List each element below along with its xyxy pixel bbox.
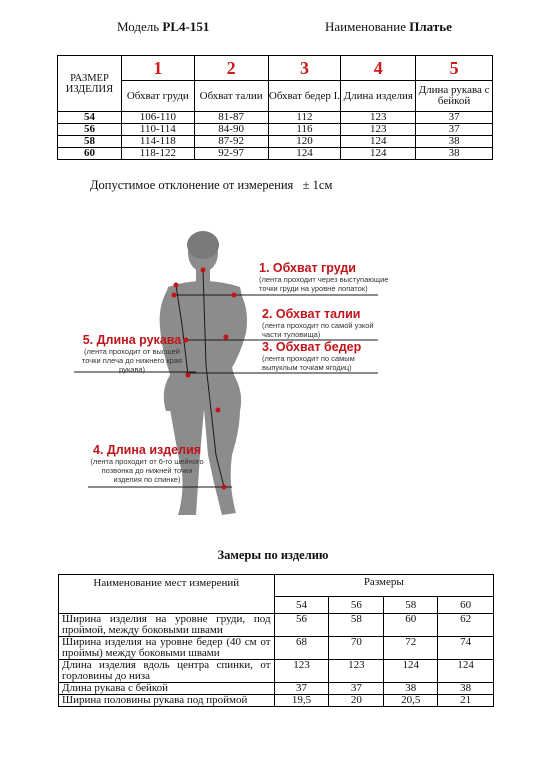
label-title: 2. Обхват талии [262,307,361,321]
column-header: Длина рукава с бейкой [416,81,493,112]
measure-value: 21 [438,695,494,707]
value-cell: 112 [268,112,341,124]
table-row [59,660,494,683]
value-cell: 118-122 [121,148,194,160]
measure-value: 123 [274,660,329,683]
label-title: 5. Длина рукава [82,333,182,347]
model-heading [117,19,209,35]
name-prefix: Наименование [325,19,406,34]
value-cell: 124 [341,148,416,160]
column-number: 3 [268,56,341,81]
measure-value: 72 [384,637,438,660]
value-cell: 120 [268,136,341,148]
column-number: 4 [341,56,416,81]
size-corner-cell: РАЗМЕР ИЗДЕЛИЯ [58,56,122,112]
measure-value: 38 [438,683,494,695]
measure-value: 68 [274,637,329,660]
table-row [58,148,493,160]
value-cell: 114-118 [121,136,194,148]
column-header: Обхват груди [121,81,194,112]
label-waist [262,307,392,339]
label-note: (лента проходит от высшей точки плеча до нижнего края рукава) [81,347,183,374]
measure-value: 37 [329,683,384,695]
table-row [58,112,493,124]
measure-value: 62 [438,614,494,637]
name-heading [325,19,452,35]
label-hips [262,340,392,372]
column-header: Длина изделия [341,81,416,112]
column-header: Обхват талии [194,81,268,112]
table-row [59,683,494,695]
value-cell: 37 [416,124,493,136]
column-number: 2 [194,56,268,81]
column-header: Обхват бедер I. [268,81,341,112]
value-cell: 92-97 [194,148,268,160]
model-prefix: Модель [117,19,160,34]
section-title: Замеры по изделию [217,548,329,562]
label-sleeve [74,333,190,374]
label-length [88,443,206,484]
table-row [59,637,494,660]
size-table [57,55,493,160]
measure-value: 58 [329,614,384,637]
measure-value: 38 [384,683,438,695]
measure-value: 124 [438,660,494,683]
size-cell: 56 [58,124,122,136]
measure-value: 56 [274,614,329,637]
model-number: PL4-151 [162,19,210,34]
measure-value: 74 [438,637,494,660]
label-note: (лента проходит через выступающие точки груди на уровне лопаток) [259,275,389,293]
sizes-header: Размеры [274,575,493,597]
size-header: 60 [438,597,494,614]
table-row [58,124,493,136]
measure-name: Ширина изделия на уровне бедер (40 см от проймы) между боковыми швами [59,637,275,660]
label-title: 4. Длина изделия [92,443,202,457]
value-cell: 116 [268,124,341,136]
table-row [59,614,494,637]
measure-value: 124 [384,660,438,683]
value-cell: 124 [268,148,341,160]
size-header: 54 [274,597,329,614]
value-cell: 38 [416,136,493,148]
table-row [58,136,493,148]
measure-value: 37 [274,683,329,695]
value-cell: 84-90 [194,124,268,136]
value-cell: 37 [416,112,493,124]
size-cell: 58 [58,136,122,148]
value-cell: 106-110 [121,112,194,124]
measure-value: 19,5 [274,695,329,707]
measurement-table [58,574,494,707]
value-cell: 123 [341,112,416,124]
measure-name: Длина изделия вдоль центра спинки, от горловины до низа [59,660,275,683]
size-cell: 54 [58,112,122,124]
label-chest [259,261,389,293]
measure-value: 60 [384,614,438,637]
tolerance-note: Допустимое отклонение от измерения ± 1см [90,178,333,192]
value-cell: 87-92 [194,136,268,148]
value-cell: 110-114 [121,124,194,136]
measure-value: 20,5 [384,695,438,707]
measure-value: 20 [329,695,384,707]
size-cell: 60 [58,148,122,160]
label-note: (лента проходит по самым выпуклым точкам ягодиц) [262,354,355,372]
column-number: 1 [121,56,194,81]
product-name: Платье [409,19,452,34]
label-note: (лента проходит по самой узкой части туловища) [262,321,374,339]
size-header: 56 [329,597,384,614]
value-cell: 123 [341,124,416,136]
table-row [59,695,494,707]
value-cell: 38 [416,148,493,160]
measure-name: Ширина половины рукава под проймой [59,695,275,707]
size-header: 58 [384,597,438,614]
label-note: (лента проходит от 6-го шейного позвонка до нижней точки изделия по спинке) [90,457,204,484]
measure-name: Ширина изделия на уровне груди, под проймой, между боковыми швами [59,614,275,637]
measure-name: Длина рукава с бейкой [59,683,275,695]
column-header: Наименование мест измерений [59,575,275,614]
measure-value: 70 [329,637,384,660]
column-number: 5 [416,56,493,81]
measure-value: 123 [329,660,384,683]
value-cell: 124 [341,136,416,148]
value-cell: 81-87 [194,112,268,124]
label-title: 3. Обхват бедер [262,340,362,354]
label-title: 1. Обхват груди [259,261,356,275]
